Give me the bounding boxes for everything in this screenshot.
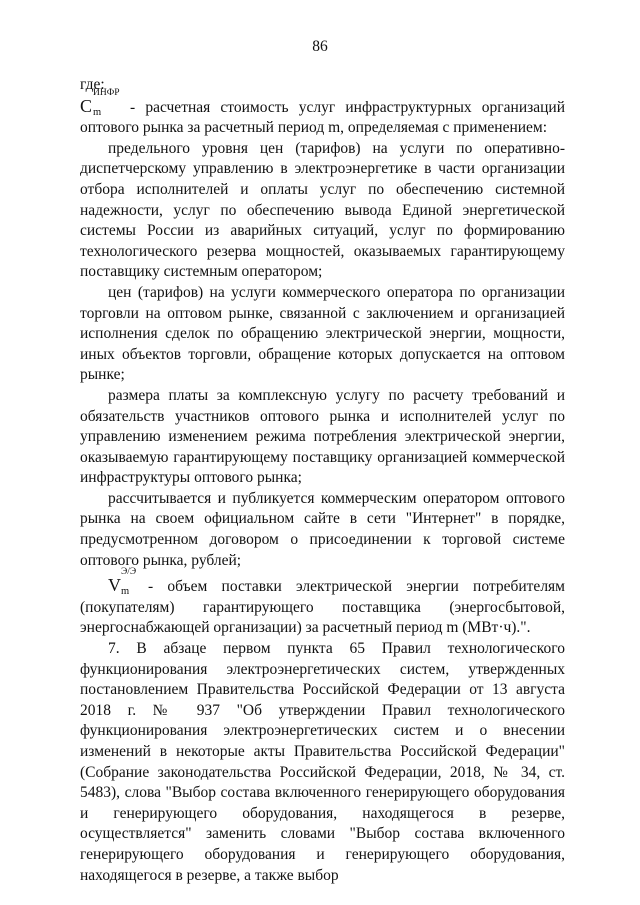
intro-word: где: <box>80 76 105 93</box>
formula-1-base: С <box>80 95 93 116</box>
paragraph-complex-service-fee: размера платы за комплексную услугу по расчету требований и обязательств участников оптового рынка и исполнителей услуг по управлению изменением режима потребления электрической энергии, оказываемую гарантирующему поставщику организацией коммерческой инфраструктуры оптового рынка; <box>80 386 565 487</box>
formula-2-superscript: Э/Э <box>121 567 137 578</box>
formula-2-symbol <box>108 567 138 598</box>
formula-1-symbol <box>80 87 120 119</box>
formula-1-description: - расчетная стоимость услуг инфраструктурных организаций <box>130 98 565 116</box>
page-number: 86 <box>312 38 328 55</box>
formula-2-base: V <box>108 575 121 596</box>
paragraph-commercial-operator: цен (тарифов) на услуги коммерческого оператора по организации торговли на оптовом рынке, связанной с заключением и организацией исполнения сделок по обращению электрической энергии, мощности, иных объектов торговли, обращение которых допускается на оптовом рынке; <box>80 283 565 384</box>
formula-1-line <box>80 87 565 119</box>
paragraph-dispatch-tariff: предельного уровня цен (тарифов) на услуги по оперативно-диспетчерскому управлению в электроэнергетике в части организации отбора исполнителей и оплаты услуг по обеспечению системной надежности, услуг по обеспечению вывода Единой энергетической системы России из аварийных ситуаций, услуг по формированию технологического резерва мощностей, оказываемых гарантирующему поставщику системным оператором; <box>80 139 565 281</box>
document-body <box>80 75 565 886</box>
formula-1-superscript: ИНФР <box>93 87 120 98</box>
paragraph-publication: рассчитывается и публикуется коммерческим оператором оптового рынка на своем официальном сайте в сети "Интернет" в порядке, предусмотренном договором о присоединении к торговой системе оптового рынка, рублей; <box>80 489 565 569</box>
formula-2-continuation: (покупателям) гарантирующего поставщика (энергосбытовой, энергоснабжающей организации) за расчетный период m (МВт·ч).". <box>80 598 565 637</box>
formula-2-line <box>80 567 565 598</box>
item-7-paragraph: 7. В абзаце первом пункта 65 Правил технологического функционирования электроэнергетических систем, утвержденных постановлением Правительства Российской Федерации от 13 августа 2018 г. № 937 "Об утверждении Правил технологического функционирования электроэнергетических систем и о внесении изменений в некоторые акты Правительства Российской Федерации" (Собрание законодательства Российской Федерации, 2018, № 34, ст. 5483), слова "Выбор состава включенного генерирующего оборудования и генерирующего оборудования, находящегося в резерве, осуществляется" заменить словами "Выбор состава включенного генерирующего оборудования и генерирующего оборудования, находящегося в резерве, а также выбор <box>80 640 565 884</box>
formula-1-continuation: оптового рынка за расчетный период m, определяемая с применением: <box>80 119 548 137</box>
formula-1-subscript: m <box>93 106 102 118</box>
formula-2-description: - объем поставки электрической энергии потребителям <box>148 578 565 596</box>
formula-2-subscript: m <box>121 586 130 598</box>
